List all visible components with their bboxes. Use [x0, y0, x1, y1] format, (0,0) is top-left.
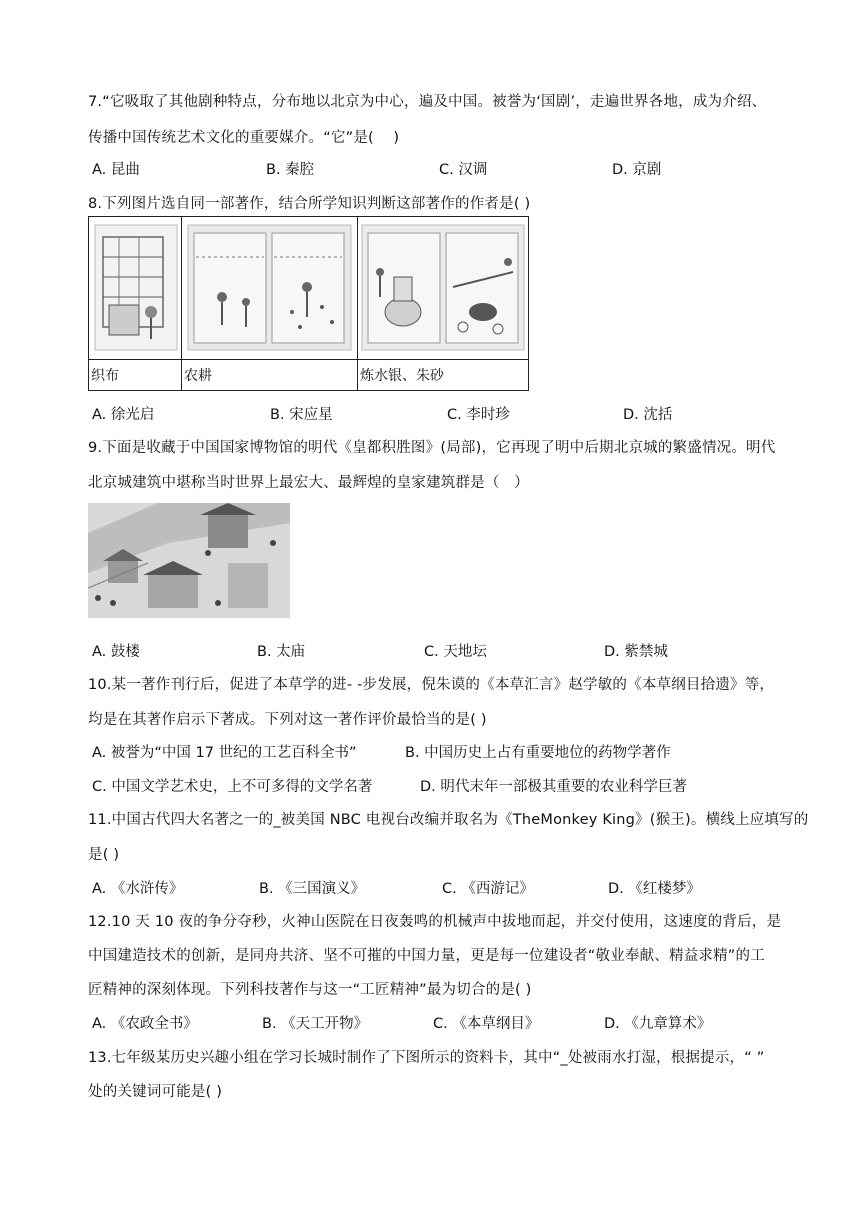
q7-option-d[interactable]: D. 京剧	[612, 162, 662, 178]
q11-option-c[interactable]: C. 《西游记》	[442, 881, 534, 897]
q8-option-a[interactable]: A. 徐光启	[92, 407, 155, 423]
q10-stem-line1: 10.某一著作刊行后，促进了本草学的进- -步发展，倪朱谟的《本草汇言》赵学敏的《本草纲目拾遗》等，	[88, 677, 775, 693]
q10-option-c[interactable]: C. 中国文学艺术史，上不可多得的文学名著	[92, 779, 373, 795]
label-weaving: 织布	[89, 360, 182, 391]
label-farming: 农耕	[182, 360, 358, 391]
q8-image-table	[88, 216, 529, 391]
label-mercury-cinnabar: 炼水银、朱砂	[358, 360, 529, 391]
q7-option-b[interactable]: B. 秦腔	[266, 162, 315, 178]
q8-option-c[interactable]: C. 李时珍	[447, 407, 510, 423]
q10-option-d[interactable]: D. 明代末年一部极其重要的农业科学巨著	[420, 779, 687, 795]
q11-option-a[interactable]: A. 《水浒传》	[92, 881, 184, 897]
q12-option-c[interactable]: C. 《本草纲目》	[433, 1016, 540, 1032]
q12-option-a[interactable]: A. 《农政全书》	[92, 1016, 198, 1032]
q10-option-a[interactable]: A. 被誉为“中国 17 世纪的工艺百科全书”	[92, 745, 357, 761]
q11-stem-line2: 是( )	[88, 847, 120, 863]
q8-option-d[interactable]: D. 沈括	[623, 407, 673, 423]
q12-stem-line2: 中国建造技术的创新，是同舟共济、坚不可摧的中国力量，更是每一位建设者“敬业奉献、精益求精”的工	[88, 948, 765, 964]
q10-stem-line2: 均是在其著作启示下著成。下列对这一著作评价最恰当的是( )	[88, 712, 487, 728]
q12-option-b[interactable]: B. 《天工开物》	[262, 1016, 369, 1032]
q7-option-a[interactable]: A. 昆曲	[92, 162, 140, 178]
q10-option-b[interactable]: B. 中国历史上占有重要地位的药物学著作	[405, 745, 671, 761]
q9-option-c[interactable]: C. 天地坛	[424, 644, 487, 660]
capital-scenery-painting	[88, 503, 290, 618]
weaving-illustration	[89, 217, 182, 360]
q8-option-b[interactable]: B. 宋应星	[270, 407, 333, 423]
q13-stem-line2: 处的关键词可能是( )	[88, 1084, 223, 1100]
farming-illustration	[182, 217, 358, 360]
q9-stem-line1: 9.下面是收藏于中国国家博物馆的明代《皇都积胜图》(局部)，它再现了明中后期北京城的繁盛情况。明代	[88, 440, 776, 456]
q9-option-a[interactable]: A. 鼓楼	[92, 644, 140, 660]
q7-stem-line2: 传播中国传统艺术文化的重要媒介。“它”是( )	[88, 130, 400, 146]
q11-stem-line1: 11.中国古代四大名著之一的_被美国 NBC 电视台改编并取名为《TheMonkey King》(猴王)。横线上应填写的	[88, 812, 809, 828]
q13-stem-line1: 13.七年级某历史兴趣小组在学习长城时制作了下图所示的资料卡，其中“_处被雨水打湿，根据提示，“ ”	[88, 1050, 765, 1066]
q12-option-d[interactable]: D. 《九章算术》	[604, 1016, 712, 1032]
q11-option-b[interactable]: B. 《三国演义》	[259, 881, 366, 897]
q9-stem-line2: 北京城建筑中堪称当时世界上最宏大、最辉煌的皇家建筑群是（ ）	[88, 475, 529, 491]
q7-stem-line1: 7.“它吸取了其他剧种特点，分布地以北京为中心，遍及中国。被誉为‘国剧’，走遍世界各地，成为介绍、	[88, 94, 767, 110]
mercury-cinnabar-illustration	[358, 217, 529, 360]
q8-stem: 8.下列图片选自同一部著作，结合所学知识判断这部著作的作者是( )	[88, 196, 531, 212]
q7-option-c[interactable]: C. 汉调	[439, 162, 488, 178]
q11-option-d[interactable]: D. 《红楼梦》	[608, 881, 701, 897]
q12-stem-line3: 匠精神的深刻体现。下列科技著作与这一“工匠精神”最为切合的是( )	[88, 982, 532, 998]
q9-option-d[interactable]: D. 紫禁城	[604, 644, 668, 660]
q12-stem-line1: 12.10 天 10 夜的争分夺秒，火神山医院在日夜轰鸣的机械声中拔地而起，并交付使用，这速度的背后，是	[88, 914, 782, 930]
q9-option-b[interactable]: B. 太庙	[257, 644, 306, 660]
